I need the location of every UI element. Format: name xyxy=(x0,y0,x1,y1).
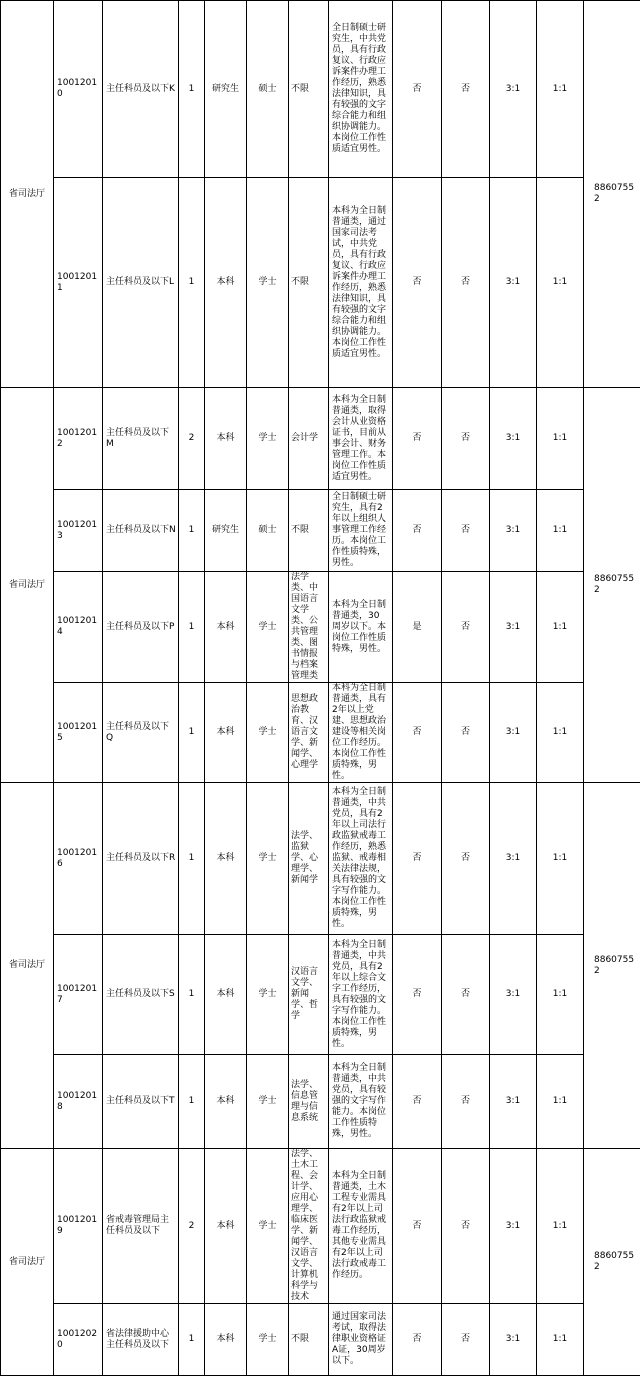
education-level: 本科 xyxy=(205,388,247,490)
requirement: 本科为全日制普通类，中共党员，具有较强的文字写作能力。本岗位工作性质特殊，男性。 xyxy=(329,1055,393,1149)
hire-count: 2 xyxy=(179,388,205,490)
major: 不限 xyxy=(289,178,329,388)
education-level: 研究生 xyxy=(205,1,247,178)
ratio-cell: 3:1 xyxy=(490,490,537,572)
major: 会计学 xyxy=(289,388,329,490)
position-name: 主任科员及以下N xyxy=(103,490,179,572)
degree: 学士 xyxy=(247,178,289,388)
record-code: 10012016 xyxy=(54,783,103,935)
flag-cell: 是 xyxy=(393,572,442,683)
ratio-cell: 1:1 xyxy=(537,1304,584,1376)
degree: 学士 xyxy=(247,1304,289,1376)
hire-count: 1 xyxy=(179,1,205,178)
education-level: 本科 xyxy=(205,1304,247,1376)
requirement: 本科为全日制普通类，通过国家司法考试，中共党员，具有行政复议、行政应诉案件办理工作经历，熟悉法律知识，具有较强的文字综合能力和组织协调能力。本岗位工作性质适宜男性。 xyxy=(329,178,393,388)
phone-cell: 88607552 xyxy=(584,1,640,388)
degree: 学士 xyxy=(247,1149,289,1304)
ratio-cell: 3:1 xyxy=(490,783,537,935)
position-name: 主任科员及以下T xyxy=(103,1055,179,1149)
flag-cell: 否 xyxy=(442,490,490,572)
degree: 硕士 xyxy=(247,1,289,178)
flag-cell: 否 xyxy=(393,783,442,935)
record-code: 10012010 xyxy=(54,1,103,178)
degree: 学士 xyxy=(247,388,289,490)
flag-cell: 否 xyxy=(393,935,442,1055)
hire-count: 2 xyxy=(179,1149,205,1304)
position-name: 省戒毒管理局主任科员及以下 xyxy=(103,1149,179,1304)
phone-cell: 88607552 xyxy=(584,1149,640,1376)
hire-count: 1 xyxy=(179,178,205,388)
major: 法学、土木工程、会计学、应用心理学、临床医学、新闻学、汉语言文学、计算机科学与技术 xyxy=(289,1149,329,1304)
phone-cell: 88607552 xyxy=(584,783,640,1149)
table-body xyxy=(1,1,640,1376)
flag-cell: 否 xyxy=(442,683,490,783)
record-code: 10012013 xyxy=(54,490,103,572)
requirement: 本科为全日制普通类，中共党员，具有2年以上综合文字工作经历，具有较强的文字写作能力。本岗位工作性质特殊，男性。 xyxy=(329,935,393,1055)
hire-count: 1 xyxy=(179,490,205,572)
flag-cell: 否 xyxy=(393,683,442,783)
requirement: 全日制硕士研究生，中共党员，具有行政复议、行政应诉案件办理工作经历，熟悉法律知识，具有较强的文字综合能力和组织协调能力。本岗位工作性质适宜男性。 xyxy=(329,1,393,178)
flag-cell: 否 xyxy=(442,178,490,388)
ratio-cell: 3:1 xyxy=(490,178,537,388)
table-row xyxy=(1,1304,640,1376)
table-row xyxy=(1,1149,640,1304)
record-code: 10012017 xyxy=(54,935,103,1055)
major: 法学类、中国语言文学类、公共管理类、图书情报与档案管理类 xyxy=(289,572,329,683)
flag-cell: 否 xyxy=(442,935,490,1055)
ratio-cell: 1:1 xyxy=(537,1149,584,1304)
flag-cell: 否 xyxy=(393,388,442,490)
ratio-cell: 3:1 xyxy=(490,935,537,1055)
ratio-cell: 3:1 xyxy=(490,1149,537,1304)
major: 思想政治教育、汉语言文学、新闻学、心理学 xyxy=(289,683,329,783)
ratio-cell: 1:1 xyxy=(537,935,584,1055)
ratio-cell: 1:1 xyxy=(537,783,584,935)
flag-cell: 否 xyxy=(442,1304,490,1376)
hire-count: 1 xyxy=(179,935,205,1055)
record-code: 10012019 xyxy=(54,1149,103,1304)
major: 不限 xyxy=(289,490,329,572)
position-name: 主任科员及以下P xyxy=(103,572,179,683)
hire-count: 1 xyxy=(179,572,205,683)
major: 汉语言文学、新闻学、哲学 xyxy=(289,935,329,1055)
record-code: 10012015 xyxy=(54,683,103,783)
requirement: 全日制硕士研究生，具有2年以上组织人事管理工作经历。本岗位工作性质特殊，男性。 xyxy=(329,490,393,572)
table-row xyxy=(1,490,640,572)
department-cell: 省司法厅 xyxy=(1,1,54,388)
flag-cell: 否 xyxy=(393,1055,442,1149)
table-row xyxy=(1,388,640,490)
table-row xyxy=(1,935,640,1055)
requirement: 本科为全日制普通类，30周岁以下。本岗位工作性质特殊，男性。 xyxy=(329,572,393,683)
education-level: 本科 xyxy=(205,1055,247,1149)
department-cell: 省司法厅 xyxy=(1,388,54,783)
degree: 学士 xyxy=(247,935,289,1055)
ratio-cell: 1:1 xyxy=(537,490,584,572)
ratio-cell: 1:1 xyxy=(537,683,584,783)
flag-cell: 否 xyxy=(393,490,442,572)
degree: 学士 xyxy=(247,572,289,683)
ratio-cell: 1:1 xyxy=(537,1055,584,1149)
education-level: 本科 xyxy=(205,783,247,935)
phone-cell: 88607552 xyxy=(584,388,640,783)
flag-cell: 否 xyxy=(393,1149,442,1304)
position-name: 主任科员及以下Q xyxy=(103,683,179,783)
ratio-cell: 1:1 xyxy=(537,572,584,683)
table-row xyxy=(1,683,640,783)
flag-cell: 否 xyxy=(442,572,490,683)
table-row xyxy=(1,178,640,388)
degree: 硕士 xyxy=(247,490,289,572)
record-code: 10012018 xyxy=(54,1055,103,1149)
flag-cell: 否 xyxy=(393,1304,442,1376)
major: 不限 xyxy=(289,1,329,178)
degree: 学士 xyxy=(247,683,289,783)
record-code: 10012014 xyxy=(54,572,103,683)
record-code: 10012012 xyxy=(54,388,103,490)
requirement: 通过国家司法考试，取得法律职业资格证A证，30周岁以下。 xyxy=(329,1304,393,1376)
hire-count: 1 xyxy=(179,1304,205,1376)
department-cell: 省司法厅 xyxy=(1,783,54,1149)
major: 法学、信息管理与信息系统 xyxy=(289,1055,329,1149)
requirement: 本科为全日制普通类，取得会计从业资格证书，目前从事会计、财务管理工作。本岗位工作性质适宜男性。 xyxy=(329,388,393,490)
position-name: 省法律援助中心主任科员及以下 xyxy=(103,1304,179,1376)
position-name: 主任科员及以下K xyxy=(103,1,179,178)
education-level: 本科 xyxy=(205,1149,247,1304)
flag-cell: 否 xyxy=(442,783,490,935)
education-level: 本科 xyxy=(205,935,247,1055)
position-name: 主任科员及以下S xyxy=(103,935,179,1055)
record-code: 10012020 xyxy=(54,1304,103,1376)
education-level: 本科 xyxy=(205,572,247,683)
record-code: 10012011 xyxy=(54,178,103,388)
requirement: 本科为全日制普通类，中共党员，具有2年以上司法行政监狱戒毒工作经历，熟悉监狱、戒毒相关法律法规，具有较强的文字写作能力。本岗位工作性质特殊，男性。 xyxy=(329,783,393,935)
major: 不限 xyxy=(289,1304,329,1376)
flag-cell: 否 xyxy=(393,1,442,178)
hire-count: 1 xyxy=(179,683,205,783)
table-row xyxy=(1,783,640,935)
education-level: 本科 xyxy=(205,683,247,783)
table-row xyxy=(1,572,640,683)
position-name: 主任科员及以下M xyxy=(103,388,179,490)
position-name: 主任科员及以下L xyxy=(103,178,179,388)
requirement: 本科为全日制普通类，具有2年以上党建、思想政治建设等相关岗位工作经历。本岗位工作性质特殊，男性。 xyxy=(329,683,393,783)
ratio-cell: 3:1 xyxy=(490,1,537,178)
hire-count: 1 xyxy=(179,1055,205,1149)
flag-cell: 否 xyxy=(442,1149,490,1304)
degree: 学士 xyxy=(247,1055,289,1149)
ratio-cell: 1:1 xyxy=(537,388,584,490)
requirement: 本科为全日制普通类，土木工程专业需具有2年以上司法行政监狱戒毒工作经历，其他专业需具有2年以上司法行政戒毒工作经历。 xyxy=(329,1149,393,1304)
ratio-cell: 3:1 xyxy=(490,683,537,783)
ratio-cell: 3:1 xyxy=(490,1304,537,1376)
hire-count: 1 xyxy=(179,783,205,935)
ratio-cell: 3:1 xyxy=(490,1055,537,1149)
table-row xyxy=(1,1,640,178)
ratio-cell: 3:1 xyxy=(490,388,537,490)
position-name: 主任科员及以下R xyxy=(103,783,179,935)
flag-cell: 否 xyxy=(442,1,490,178)
flag-cell: 否 xyxy=(393,178,442,388)
education-level: 本科 xyxy=(205,178,247,388)
ratio-cell: 1:1 xyxy=(537,1,584,178)
flag-cell: 否 xyxy=(442,388,490,490)
ratio-cell: 3:1 xyxy=(490,572,537,683)
education-level: 研究生 xyxy=(205,490,247,572)
table-row xyxy=(1,1055,640,1149)
degree: 学士 xyxy=(247,783,289,935)
flag-cell: 否 xyxy=(442,1055,490,1149)
ratio-cell: 1:1 xyxy=(537,178,584,388)
major: 法学、监狱学、心理学、新闻学 xyxy=(289,783,329,935)
department-cell: 省司法厅 xyxy=(1,1149,54,1376)
